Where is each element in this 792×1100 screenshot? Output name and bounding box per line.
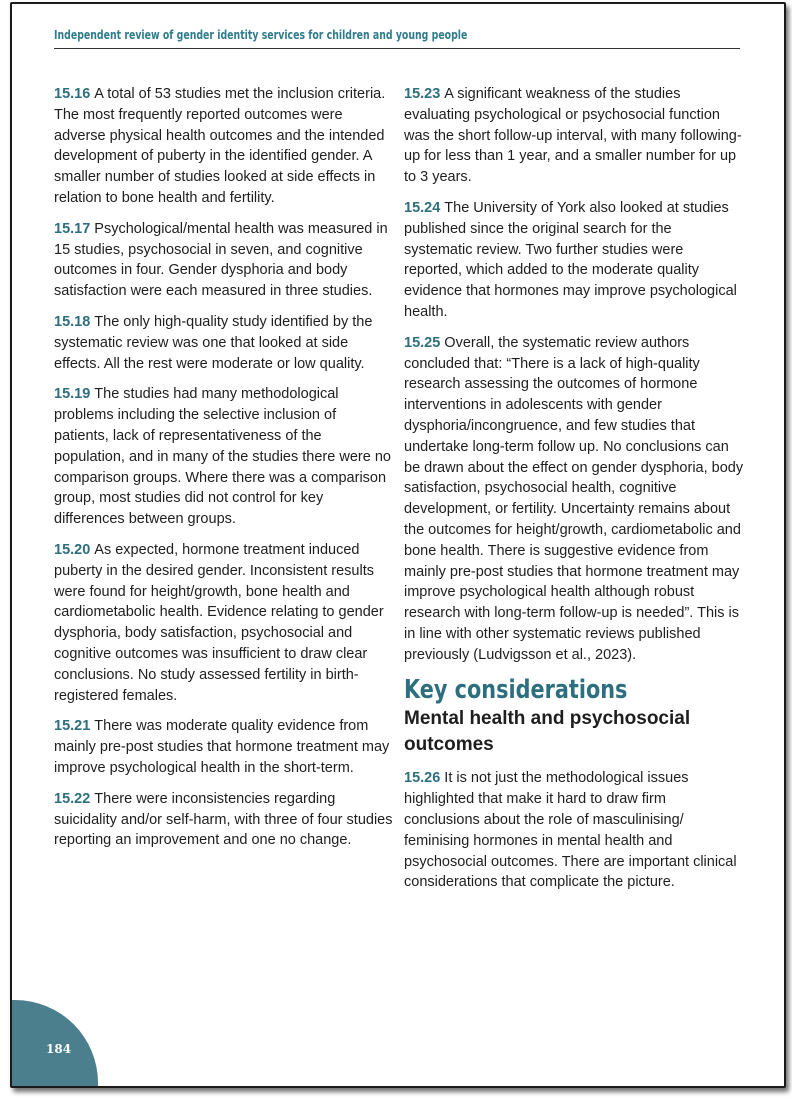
paragraph-15-23 (404, 84, 744, 188)
paragraph-15-19 (54, 384, 394, 530)
paragraph-15-20 (54, 540, 394, 706)
paragraph-text: A significant weakness of the studies evaluating psychological or psychosocial function was the short follow-up interval, with many following-up for less than 1 year, and a smaller number for up to 3 years. (404, 86, 742, 186)
paragraph-number: 15.21 (54, 718, 91, 735)
paragraph-number: 15.20 (54, 541, 91, 558)
paragraph-15-16 (54, 84, 394, 209)
paragraph-text: It is not just the methodological issues highlighted that make it hard to draw firm conclusions about the role of masculinising/ feminising hormones in mental health and psychosocial outcomes. There are important clinical considerations that complicate the picture. (404, 770, 737, 891)
paragraph-15-22 (54, 789, 394, 851)
paragraph-number: 15.22 (54, 790, 91, 807)
paragraph-text: There was moderate quality evidence from mainly pre-post studies that hormone treatment may improve psychological health in the short-term. (54, 718, 390, 776)
paragraph-number: 15.17 (54, 220, 91, 237)
paragraph-number: 15.16 (54, 86, 91, 102)
paragraph-15-26 (404, 768, 744, 893)
paragraph-15-24 (404, 198, 744, 323)
paragraph-number: 15.24 (404, 199, 441, 216)
page-number: 184 (46, 1042, 72, 1056)
paragraph-text: A total of 53 studies met the inclusion criteria. The most frequently reported outcomes were adverse physical health outcomes and the intended development of puberty in the identified gender. A smaller number of studies looked at side effects in relation to bone health and fertility. (54, 86, 386, 206)
paragraph-text: The studies had many methodological problems including the selective inclusion of patients, lack of representativeness of the population, and in many of the studies there were no comparison groups. Where there was a comparison group, most studies did not control for key differences between groups. (54, 386, 391, 528)
paragraph-15-25 (404, 333, 744, 666)
subsection-title: Mental health and psychosocial outcomes (404, 708, 691, 756)
paragraph-number: 15.23 (404, 86, 441, 102)
paragraph-15-17 (54, 219, 394, 302)
paragraph-text: As expected, hormone treatment induced puberty in the desired gender. Inconsistent results were found for height/growth, bone health and cardiometabolic health. Evidence relating to gender dysphoria, body satisfaction, psychosocial and cognitive outcomes was insufficient to draw clear conclusions. No study assessed fertility in birth-registered females. (54, 541, 384, 704)
left-column (54, 84, 394, 861)
paragraph-text: There were inconsistencies regarding suicidality and/or self-harm, with three of four studies reporting an improvement and one no change. (54, 790, 393, 849)
document-page (10, 2, 786, 1088)
paragraph-number: 15.26 (404, 770, 441, 787)
section-title: Key considerations (404, 674, 628, 705)
header-rule (54, 48, 740, 49)
running-header: Independent review of gender identity services for children and young people (54, 28, 468, 42)
paragraph-15-18 (54, 312, 394, 374)
paragraph-number: 15.25 (404, 334, 441, 351)
paragraph-text: The University of York also looked at studies published since the original search for the systematic review. Two further studies were reported, which added to the moderate quality evidence that hormones may improve psychological health. (404, 199, 737, 320)
paragraph-text: Psychological/mental health was measured in 15 studies, psychosocial in seven, and cognitive outcomes in four. Gender dysphoria and body satisfaction were each measured in three studies. (54, 220, 388, 300)
paragraph-text: Overall, the systematic review authors concluded that: “There is a lack of high-quality research assessing the outcomes of hormone interventions in adolescents with gender dysphoria/incongruence, and few studies that undertake long-term follow up. No conclusions can be drawn about the effect on gender dysphoria, body satisfaction, psychosocial health, cognitive development, or fertility. Uncertainty remains about the outcomes for height/growth, cardiometabolic and bone health. There is suggestive evidence from mainly pre-post studies that hormone treatment may improve psychological health although robust research with long-term follow-up is needed”. This is in line with other systematic reviews published previously (Ludvigsson et al., 2023). (404, 334, 744, 663)
paragraph-15-21 (54, 716, 394, 778)
right-column (404, 84, 744, 903)
paragraph-number: 15.18 (54, 313, 91, 330)
paragraph-number: 15.19 (54, 386, 91, 403)
paragraph-text: The only high-quality study identified by the systematic review was one that looked at side effects. All the rest were moderate or low quality. (54, 313, 373, 372)
